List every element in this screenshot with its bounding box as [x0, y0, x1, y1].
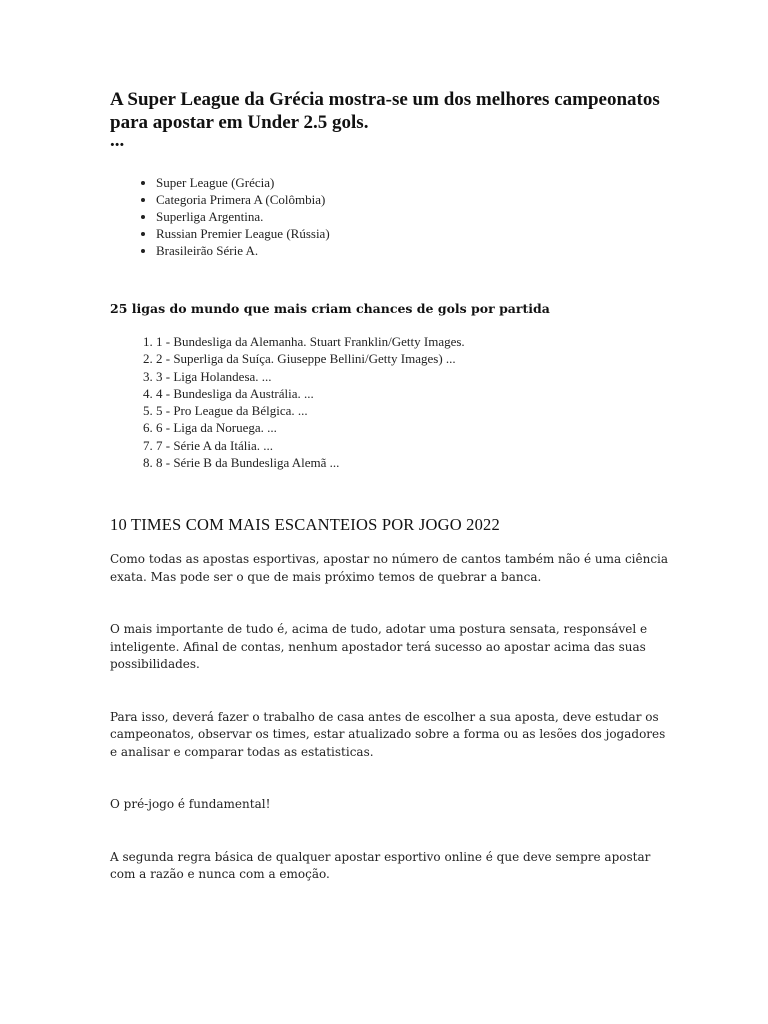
ranking-list — [110, 333, 670, 471]
list-item: 2. 2 - Superliga da Suíça. Giuseppe Bellini/Getty Images) ... — [156, 350, 670, 367]
list-item: 6. 6 - Liga da Noruega. ... — [156, 419, 670, 436]
heading-ellipsis: ... — [110, 130, 125, 151]
document-page — [110, 88, 670, 884]
paragraph: A segunda regra básica de qualquer apostar esportivo online é que deve sempre apostar com a razão e nunca com a emoção. — [110, 849, 651, 882]
paragraph: Para isso, deverá fazer o trabalho de casa antes de escolher a sua aposta, deve estudar os campeonatos, observar os times, estar atualizado sobre a forma ou as lesões dos jogadores e analisar e comparar todas as estatisticas. — [110, 709, 666, 759]
list-item: • Categoria Primera A (Colômbia) — [156, 191, 670, 208]
list-item: • Super League (Grécia) — [156, 174, 670, 191]
main-heading: A Super League da Grécia mostra-se um dos melhores campeonatos para apostar em Under 2.5 gols. — [110, 89, 660, 133]
paragraph: O pré-jogo é fundamental! — [110, 797, 271, 812]
list-item: • Superliga Argentina. — [156, 208, 670, 225]
list-item: 7. 7 - Série A da Itália. ... — [156, 437, 670, 454]
paragraph: Como todas as apostas esportivas, apostar no número de cantos também não é uma ciência exata. Mas pode ser o que de mais próximo temos de quebrar a banca. — [110, 552, 669, 584]
list-item: • Russian Premier League (Rússia) — [156, 225, 670, 242]
list-item: 3. 3 - Liga Holandesa. ... — [156, 368, 670, 385]
list-item: 5. 5 - Pro League da Bélgica. ... — [156, 402, 670, 419]
corners-heading: 10 TIMES COM MAIS ESCANTEIOS POR JOGO 2022 — [110, 515, 500, 535]
list-item: 1. 1 - Bundesliga da Alemanha. Stuart Franklin/Getty Images. — [156, 333, 670, 350]
list-item: 8. 8 - Série B da Bundesliga Alemã ... — [156, 454, 670, 471]
paragraph: O mais importante de tudo é, acima de tudo, adotar uma postura sensata, responsável e inteligente. Afinal de contas, nenhum apostador terá sucesso ao apostar acima das suas possibilidades. — [110, 622, 648, 672]
ranking-heading: 25 ligas do mundo que mais criam chances de gols por partida — [110, 301, 550, 316]
list-item: 4. 4 - Bundesliga da Austrália. ... — [156, 385, 670, 402]
list-item: • Brasileirão Série A. — [156, 242, 670, 259]
league-list — [110, 174, 670, 259]
